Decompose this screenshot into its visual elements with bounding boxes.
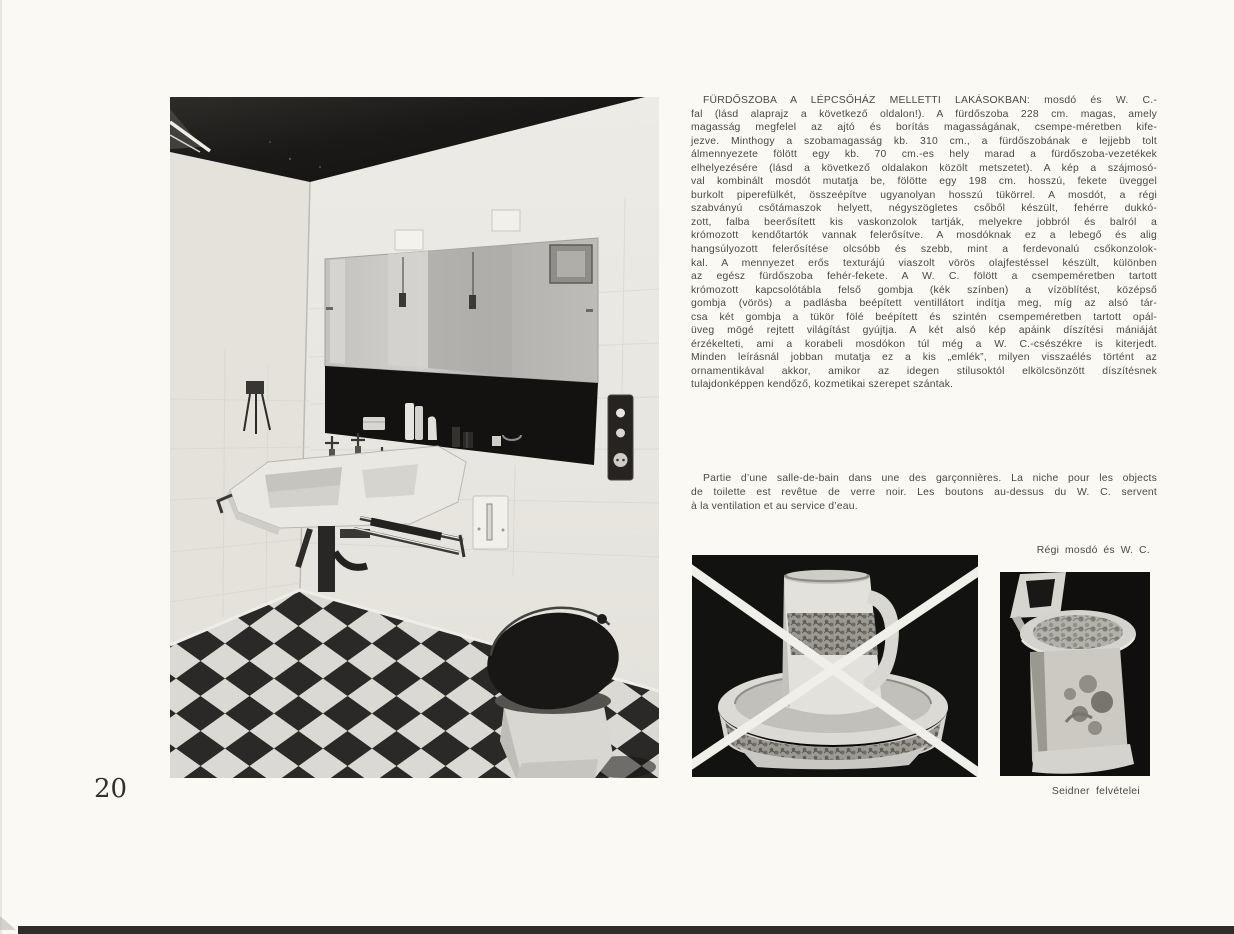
text-line: Minden leírásnál jobban mutatja ez a kis „emlék”, milyen visszaélés történt az — [691, 352, 1157, 364]
text-line: val kombinált mosdót mutatja be, fölötte egy 198 cm. hosszú, fekete üveggel — [691, 176, 1157, 188]
left-wall — [170, 152, 310, 645]
text-line: ornamentikával akkor, amikor az idegen stilusoktól elkölcsönzött díszítésnek — [691, 365, 1157, 377]
light-dial — [614, 453, 628, 467]
text-line: zott, falba beerősített kis vaskonzolok tartják, melyekre jobbról és balról a — [691, 216, 1157, 228]
photo-credit: Seidner felvételei — [1051, 786, 1140, 797]
flush-button-blue — [616, 409, 625, 418]
text-line: szabványú csőtámaszok helyett, négyszögletes csőből készült, fehérre dukkó- — [691, 203, 1157, 215]
scan-corner-mark — [0, 916, 16, 930]
caption-regi-mosdo: Régi mosdó és W. C. — [1036, 545, 1150, 556]
text-line: elhelyezésére (lásd a következő oldalakon közölt metszetet). A kép a szájmosó- — [691, 162, 1157, 174]
text-line: az egész fürdőszoba fehér-fekete. A W. C. fölött a csempeméretben tartott — [691, 271, 1157, 283]
text-line: álmennyezete fölött egy kb. 70 cm.-es hely marad a fürdőszoba-vezetékek — [691, 149, 1157, 161]
text-line: gombja (vörös) a padlásba beépített ventillátort indítja meg, míg az alsó tár- — [691, 298, 1157, 310]
text-line: érzékelteti, ami a korabeli mosdókon túl még a W. C.-csészékre is kiterjedt. — [691, 338, 1157, 350]
switch-panel — [608, 395, 633, 480]
text-line: à la ventilation et au service d’eau. — [691, 500, 858, 512]
old-toilet-photo — [1000, 572, 1150, 776]
text-line: magasság megfelel az ajtó és borítás magasságának, csempe-méretben kife- — [691, 122, 1157, 134]
text-line: de toilette est revêtue de verre noir. Les boutons au-dessus du W. C. servent — [691, 486, 1157, 498]
wall-mirror — [325, 238, 598, 383]
text-line: kal. A mennyezet erős texturájú viaszolt vörös olajfestéssel készült, különben — [691, 257, 1157, 269]
old-washbasin-photo — [692, 555, 978, 777]
text-line: üveg mögé rejtett világítást gyújtja. A két alsó kép apáink díszítési mániáját — [691, 325, 1157, 337]
text-line: krómozott kapcsolótábla felső gombja (kék színben) a vízöblítést, középső — [691, 284, 1157, 296]
text-line: krómozott kendőtartók vannak felerősítve. A mosdóknak ez a lebegő és alig — [691, 230, 1157, 242]
main-bathroom-photo — [170, 97, 659, 778]
hungarian-text-block — [691, 94, 1157, 392]
text-line: Partie d’une salle-de-bain dans une des garçonnières. La niche pour les objects — [703, 473, 1157, 484]
text-line: jezve. Minthogy a szobamagasság kb. 310 cm., a fürdőszobának e lejjebb tolt — [691, 135, 1157, 147]
flush-plate — [473, 496, 508, 549]
fan-button-red — [616, 429, 625, 438]
french-text-block — [691, 472, 1157, 513]
text-line: tulajdonképpen kendőző, kozmetikai szerepet szántak. — [691, 379, 954, 391]
page-number: 20 — [94, 774, 128, 804]
text-line: burkolt piperefülkét, összeépítve ugyanolyan hosszú tükörrel. A mosdót, a régi — [691, 189, 1157, 201]
text-line: hangsúlyozott felerősítése olcsóbb és szebb, mint a ferdevonalú csőkonzolok- — [691, 244, 1157, 256]
text-line: FÜRDŐSZOBA A LÉPCSŐHÁZ MELLETTI LAKÁSOKBAN: mosdó és W. C.- — [703, 95, 1157, 106]
text-line: fal (lásd alaprajz a következő oldalon!). A fürdőszoba 228 cm. magas, amely — [691, 108, 1157, 120]
text-line: csa két gombja a tükör fölé beépített és szintén csempeméretben tartott opál- — [691, 311, 1157, 323]
scan-edge-bar — [18, 926, 1234, 934]
